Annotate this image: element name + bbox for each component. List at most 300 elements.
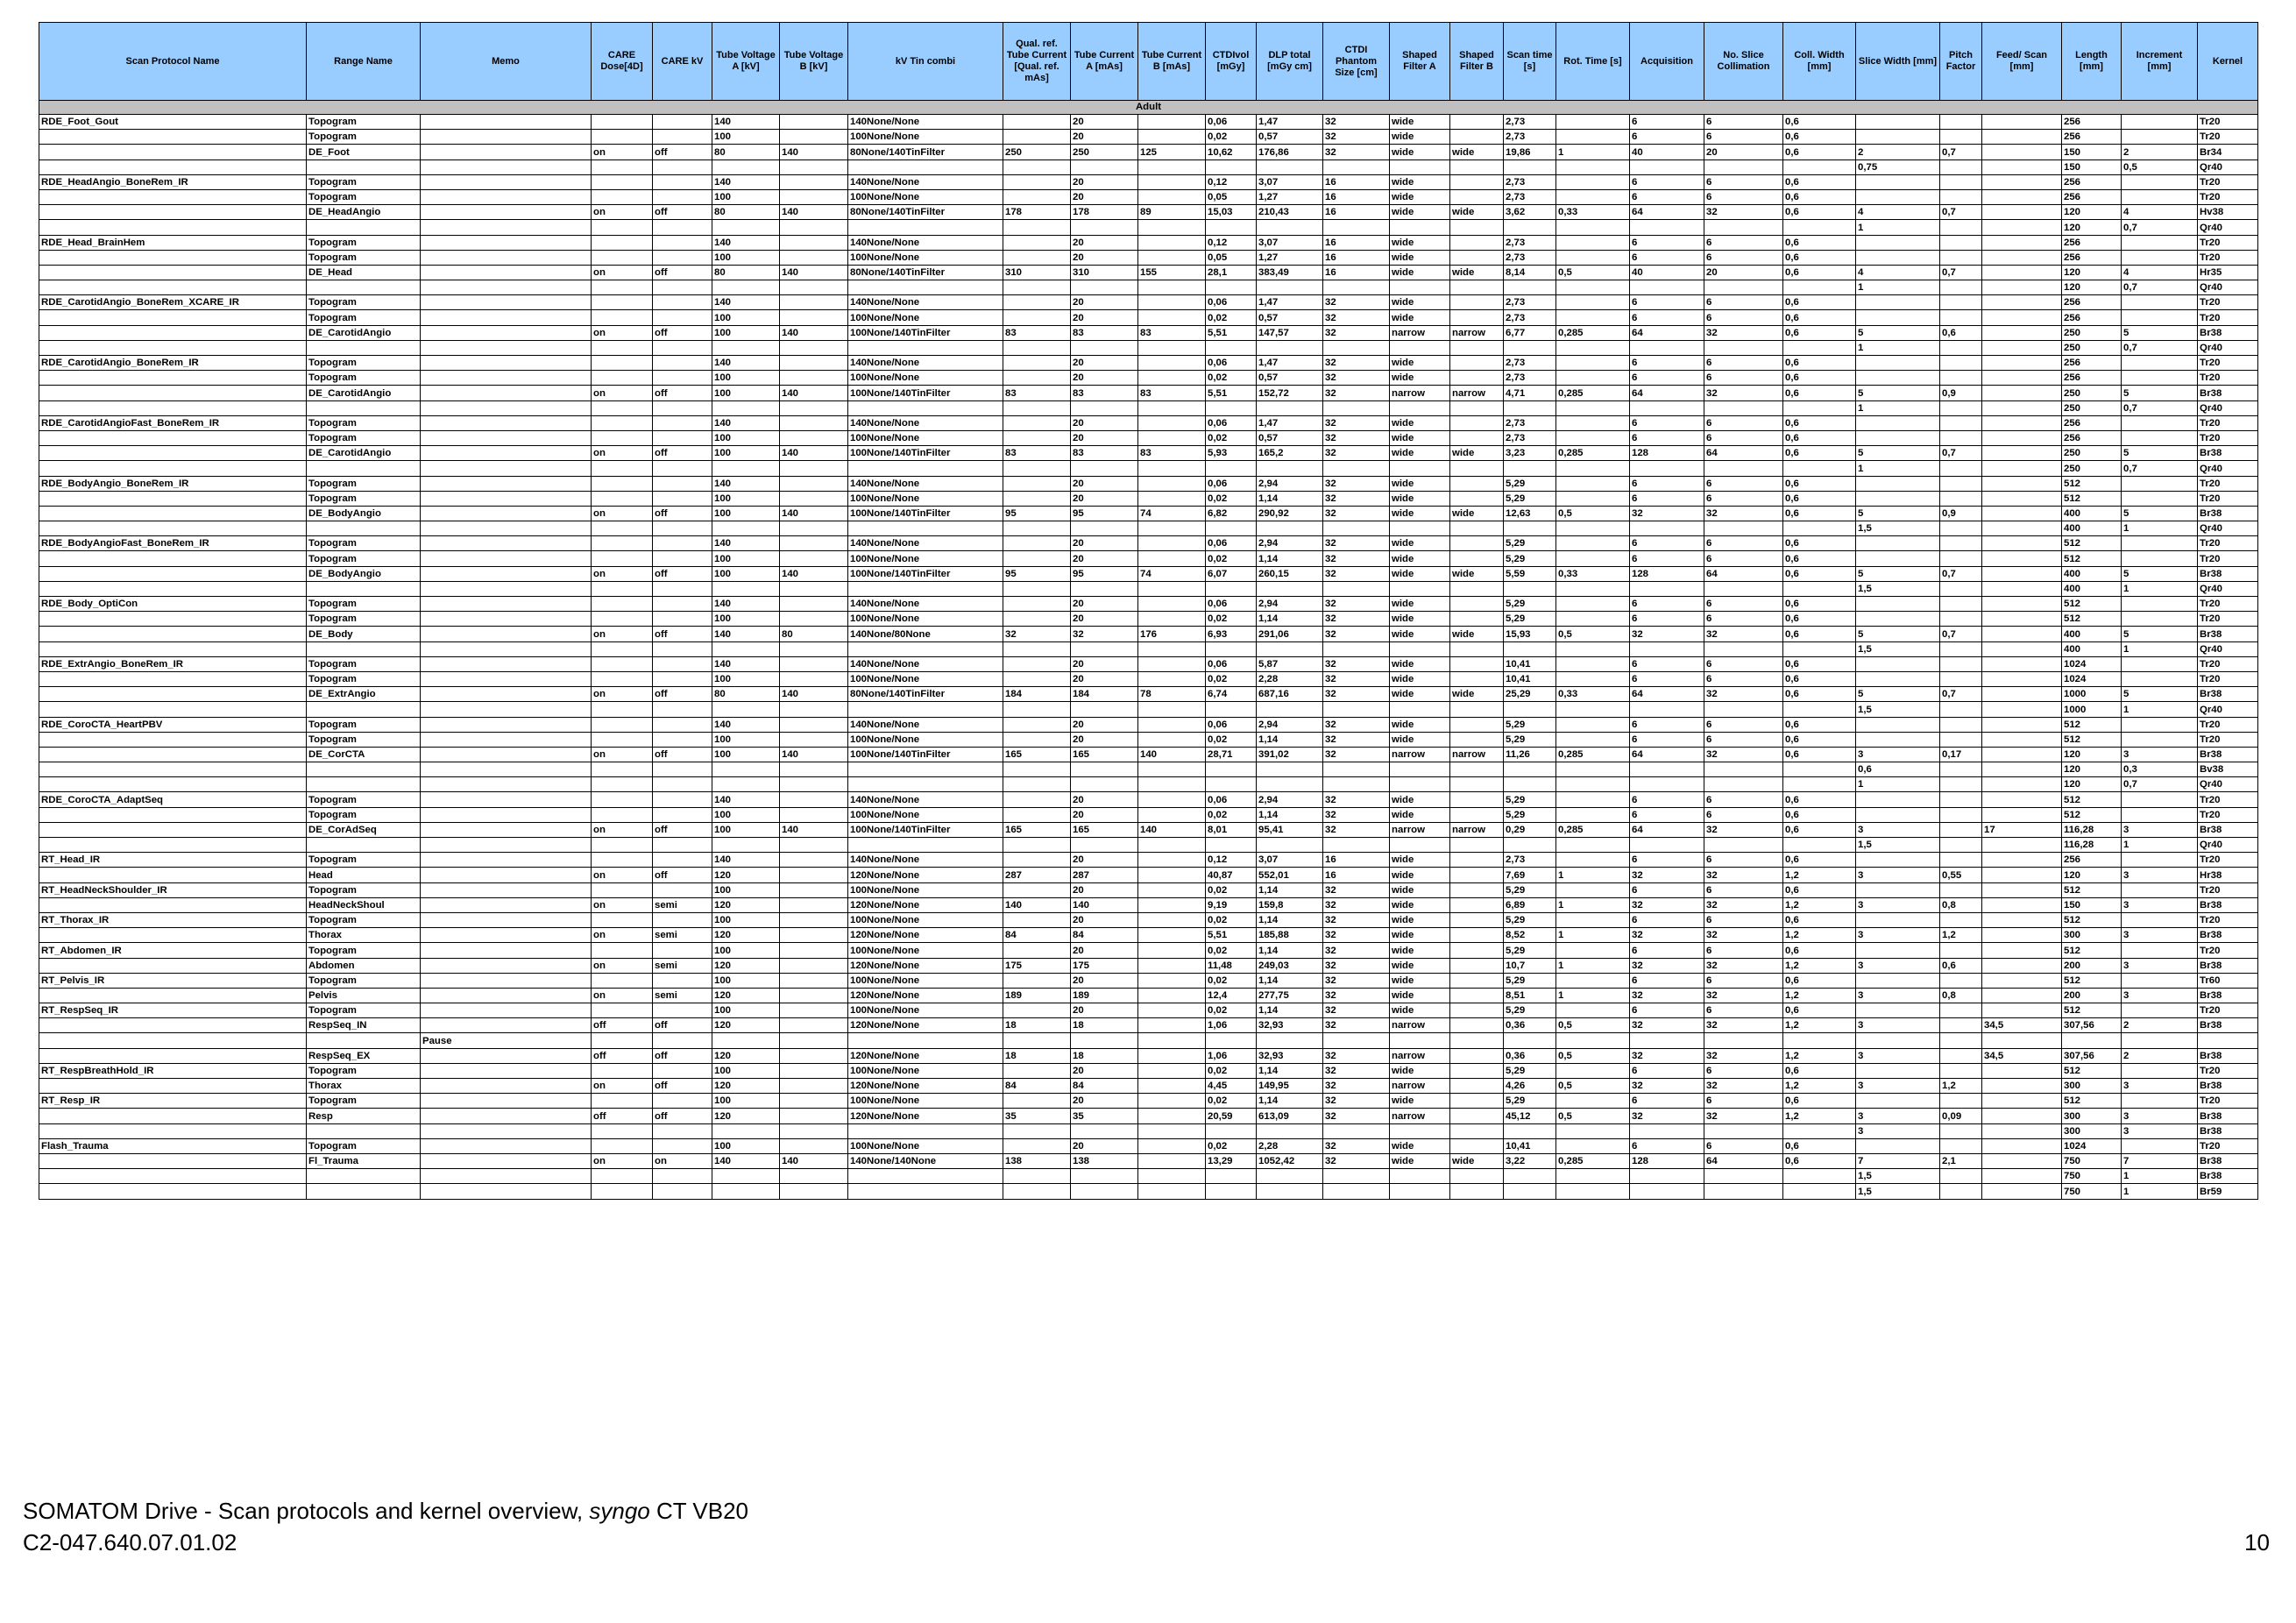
cell-shaped-filter-b: wide	[1450, 205, 1504, 220]
table-row	[39, 189, 2258, 204]
cell-care-kv: off	[653, 747, 712, 762]
cell-tube-voltage-a: 140	[712, 853, 780, 868]
table-row	[39, 265, 2258, 280]
table-row	[39, 1094, 2258, 1109]
cell-acquisition	[1630, 1169, 1704, 1184]
cell-memo	[421, 777, 592, 792]
cell-ctdivol: 0,06	[1206, 717, 1257, 732]
cell-shaped-filter-a	[1390, 340, 1450, 355]
cell-acquisition: 6	[1630, 882, 1704, 897]
cell-shaped-filter-b	[1450, 310, 1504, 325]
cell-scan-protocol-name	[39, 189, 307, 204]
cell-care-dose: on	[592, 566, 653, 581]
table-row	[39, 822, 2258, 837]
cell-dlp-total: 613,09	[1257, 1109, 1323, 1123]
cell-kernel: Tr20	[2198, 1003, 2258, 1018]
cell-care-kv	[653, 597, 712, 612]
cell-slice-width	[1856, 189, 1940, 204]
column-header-feed-scan: Feed/ Scan [mm]	[1982, 23, 2062, 101]
cell-scan-protocol-name: RT_HeadNeckShoulder_IR	[39, 882, 307, 897]
cell-tube-current-b	[1138, 220, 1206, 235]
cell-range-name	[307, 280, 421, 295]
cell-coll-width	[1783, 159, 1856, 174]
cell-scan-time: 11,26	[1504, 747, 1556, 762]
cell-kernel: Br38	[2198, 386, 2258, 400]
cell-ctdivol: 20,59	[1206, 1109, 1257, 1123]
cell-care-dose	[592, 310, 653, 325]
cell-qual-ref-tube-current: 287	[1003, 868, 1071, 882]
cell-tube-current-b	[1138, 340, 1206, 355]
cell-coll-width: 0,6	[1783, 551, 1856, 566]
cell-tube-current-a: 20	[1071, 310, 1138, 325]
cell-shaped-filter-b	[1450, 656, 1504, 671]
cell-scan-protocol-name: RDE_CoroCTA_HeartPBV	[39, 717, 307, 732]
cell-increment: 1	[2122, 838, 2198, 853]
cell-acquisition	[1630, 702, 1704, 717]
cell-coll-width: 0,6	[1783, 295, 1856, 310]
table-row	[39, 521, 2258, 536]
cell-increment: 3	[2122, 1123, 2198, 1138]
cell-range-name	[307, 1184, 421, 1199]
cell-range-name: Topogram	[307, 174, 421, 189]
cell-tube-voltage-b	[780, 280, 848, 295]
cell-kv-tin-combi: 100None/140TinFilter	[848, 506, 1003, 521]
table-row	[39, 506, 2258, 521]
cell-rot-time	[1556, 310, 1630, 325]
cell-ctdi-phantom-size: 32	[1323, 1138, 1390, 1153]
cell-slice-width	[1856, 943, 1940, 958]
cell-kv-tin-combi: 140None/None	[848, 235, 1003, 250]
cell-ctdi-phantom-size: 32	[1323, 612, 1390, 627]
cell-length: 512	[2062, 732, 2122, 747]
cell-qual-ref-tube-current	[1003, 762, 1071, 777]
cell-tube-current-a: 178	[1071, 205, 1138, 220]
cell-care-kv	[653, 174, 712, 189]
cell-scan-protocol-name: RDE_Foot_Gout	[39, 115, 307, 130]
cell-kv-tin-combi: 140None/None	[848, 536, 1003, 551]
cell-scan-protocol-name: RDE_CarotidAngioFast_BoneRem_IR	[39, 415, 307, 430]
cell-tube-current-a: 20	[1071, 476, 1138, 491]
cell-shaped-filter-b	[1450, 777, 1504, 792]
cell-feed-scan	[1982, 1123, 2062, 1138]
cell-tube-current-b: 78	[1138, 687, 1206, 702]
cell-shaped-filter-b	[1450, 973, 1504, 988]
cell-slice-width	[1856, 491, 1940, 506]
cell-shaped-filter-b	[1450, 1033, 1504, 1048]
cell-kv-tin-combi: 100None/140TinFilter	[848, 566, 1003, 581]
cell-scan-protocol-name: RT_RespSeq_IR	[39, 1003, 307, 1018]
cell-tube-current-a: 287	[1071, 868, 1138, 882]
cell-memo	[421, 1063, 592, 1078]
cell-kv-tin-combi: 120None/None	[848, 1018, 1003, 1033]
cell-scan-protocol-name	[39, 822, 307, 837]
cell-ctdi-phantom-size: 32	[1323, 943, 1390, 958]
cell-kv-tin-combi: 120None/None	[848, 988, 1003, 1003]
cell-shaped-filter-b	[1450, 461, 1504, 476]
cell-care-kv	[653, 115, 712, 130]
cell-tube-voltage-b: 80	[780, 627, 848, 641]
cell-feed-scan	[1982, 1094, 2062, 1109]
cell-ctdivol: 0,12	[1206, 235, 1257, 250]
cell-ctdi-phantom-size: 32	[1323, 717, 1390, 732]
cell-length: 750	[2062, 1184, 2122, 1199]
cell-length: 256	[2062, 189, 2122, 204]
cell-tube-current-b	[1138, 1169, 1206, 1184]
cell-scan-time: 5,29	[1504, 912, 1556, 927]
cell-range-name: Topogram	[307, 130, 421, 145]
cell-shaped-filter-a: wide	[1390, 882, 1450, 897]
cell-range-name: Topogram	[307, 1063, 421, 1078]
cell-length: 300	[2062, 1123, 2122, 1138]
table-row	[39, 882, 2258, 897]
cell-acquisition: 6	[1630, 295, 1704, 310]
cell-tube-current-a: 95	[1071, 506, 1138, 521]
cell-ctdivol	[1206, 641, 1257, 656]
cell-tube-current-a: 184	[1071, 687, 1138, 702]
cell-care-dose	[592, 943, 653, 958]
cell-tube-current-b	[1138, 130, 1206, 145]
cell-qual-ref-tube-current	[1003, 641, 1071, 656]
cell-kernel: Br38	[2198, 747, 2258, 762]
cell-coll-width: 1,2	[1783, 988, 1856, 1003]
cell-dlp-total: 176,86	[1257, 145, 1323, 159]
cell-kv-tin-combi: 140None/None	[848, 415, 1003, 430]
cell-no-slice-collimation: 6	[1704, 853, 1783, 868]
cell-feed-scan	[1982, 1169, 2062, 1184]
cell-shaped-filter-a: wide	[1390, 476, 1450, 491]
cell-memo	[421, 641, 592, 656]
cell-length: 200	[2062, 988, 2122, 1003]
cell-shaped-filter-a: wide	[1390, 205, 1450, 220]
cell-tube-voltage-b	[780, 1079, 848, 1094]
cell-tube-current-a: 83	[1071, 446, 1138, 461]
cell-acquisition: 6	[1630, 371, 1704, 386]
cell-scan-time: 5,29	[1504, 807, 1556, 822]
cell-increment: 0,7	[2122, 777, 2198, 792]
cell-length: 120	[2062, 747, 2122, 762]
cell-slice-width	[1856, 115, 1940, 130]
cell-feed-scan	[1982, 430, 2062, 445]
cell-scan-time: 0,36	[1504, 1018, 1556, 1033]
cell-scan-time	[1504, 1033, 1556, 1048]
cell-no-slice-collimation: 32	[1704, 1018, 1783, 1033]
cell-care-kv	[653, 310, 712, 325]
cell-qual-ref-tube-current: 140	[1003, 897, 1071, 912]
cell-slice-width: 7	[1856, 1153, 1940, 1168]
column-header-dlp-total: DLP total [mGy cm]	[1257, 23, 1323, 101]
cell-ctdivol	[1206, 340, 1257, 355]
cell-range-name: Pelvis	[307, 988, 421, 1003]
cell-care-dose	[592, 159, 653, 174]
cell-kernel: Hr35	[2198, 265, 2258, 280]
cell-slice-width	[1856, 656, 1940, 671]
cell-acquisition: 128	[1630, 446, 1704, 461]
cell-pitch-factor	[1940, 581, 1982, 596]
table-row	[39, 597, 2258, 612]
cell-qual-ref-tube-current	[1003, 280, 1071, 295]
cell-scan-protocol-name	[39, 1169, 307, 1184]
cell-tube-voltage-b	[780, 235, 848, 250]
cell-dlp-total: 3,07	[1257, 174, 1323, 189]
cell-ctdi-phantom-size	[1323, 702, 1390, 717]
cell-tube-voltage-a: 80	[712, 205, 780, 220]
cell-care-dose	[592, 807, 653, 822]
cell-scan-protocol-name: RT_Abdomen_IR	[39, 943, 307, 958]
cell-slice-width	[1856, 356, 1940, 371]
cell-feed-scan	[1982, 1033, 2062, 1048]
cell-rot-time: 1	[1556, 897, 1630, 912]
cell-length: 256	[2062, 130, 2122, 145]
cell-ctdivol: 0,02	[1206, 130, 1257, 145]
cell-kernel: Qr40	[2198, 159, 2258, 174]
cell-rot-time: 1	[1556, 868, 1630, 882]
cell-rot-time: 0,5	[1556, 1079, 1630, 1094]
cell-no-slice-collimation	[1704, 762, 1783, 777]
cell-range-name: Topogram	[307, 1138, 421, 1153]
cell-ctdivol: 0,02	[1206, 310, 1257, 325]
cell-care-dose	[592, 1063, 653, 1078]
cell-slice-width: 5	[1856, 687, 1940, 702]
cell-no-slice-collimation: 20	[1704, 145, 1783, 159]
cell-tube-current-b	[1138, 897, 1206, 912]
cell-kv-tin-combi: 100None/None	[848, 371, 1003, 386]
cell-shaped-filter-b	[1450, 371, 1504, 386]
cell-dlp-total: 1052,42	[1257, 1153, 1323, 1168]
cell-care-dose	[592, 1003, 653, 1018]
cell-kv-tin-combi: 140None/None	[848, 597, 1003, 612]
cell-dlp-total	[1257, 581, 1323, 596]
cell-shaped-filter-a: wide	[1390, 310, 1450, 325]
cell-scan-time	[1504, 340, 1556, 355]
cell-rot-time	[1556, 250, 1630, 265]
cell-kernel: Qr40	[2198, 400, 2258, 415]
cell-tube-current-a	[1071, 1033, 1138, 1048]
cell-scan-protocol-name	[39, 371, 307, 386]
cell-pitch-factor	[1940, 762, 1982, 777]
cell-increment	[2122, 912, 2198, 927]
cell-coll-width: 0,6	[1783, 1003, 1856, 1018]
cell-pitch-factor	[1940, 1138, 1982, 1153]
cell-feed-scan	[1982, 446, 2062, 461]
cell-kv-tin-combi: 100None/None	[848, 973, 1003, 988]
cell-acquisition: 64	[1630, 687, 1704, 702]
cell-pitch-factor: 1,2	[1940, 1079, 1982, 1094]
cell-coll-width: 0,6	[1783, 265, 1856, 280]
cell-kv-tin-combi: 100None/None	[848, 1063, 1003, 1078]
cell-acquisition: 6	[1630, 476, 1704, 491]
cell-tube-current-b	[1138, 1003, 1206, 1018]
cell-care-dose: on	[592, 958, 653, 973]
cell-memo	[421, 717, 592, 732]
cell-shaped-filter-b	[1450, 521, 1504, 536]
cell-scan-protocol-name: RDE_Head_BrainHem	[39, 235, 307, 250]
cell-tube-voltage-a: 140	[712, 536, 780, 551]
cell-memo	[421, 415, 592, 430]
cell-scan-protocol-name	[39, 641, 307, 656]
cell-tube-voltage-b	[780, 882, 848, 897]
cell-kernel: Tr20	[2198, 943, 2258, 958]
cell-dlp-total: 185,88	[1257, 928, 1323, 943]
cell-feed-scan	[1982, 702, 2062, 717]
table-row	[39, 174, 2258, 189]
cell-length: 120	[2062, 868, 2122, 882]
cell-memo	[421, 551, 592, 566]
cell-qual-ref-tube-current	[1003, 807, 1071, 822]
cell-tube-current-b	[1138, 415, 1206, 430]
cell-scan-protocol-name	[39, 265, 307, 280]
cell-qual-ref-tube-current	[1003, 1138, 1071, 1153]
document-title	[23, 1497, 748, 1525]
cell-rot-time	[1556, 853, 1630, 868]
cell-rot-time	[1556, 521, 1630, 536]
cell-coll-width: 0,6	[1783, 506, 1856, 521]
cell-tube-current-b	[1138, 1048, 1206, 1063]
cell-increment: 2	[2122, 1048, 2198, 1063]
cell-tube-current-b: 83	[1138, 325, 1206, 340]
cell-scan-protocol-name: RT_RespBreathHold_IR	[39, 1063, 307, 1078]
cell-tube-voltage-a	[712, 762, 780, 777]
cell-ctdi-phantom-size: 32	[1323, 928, 1390, 943]
column-header-scan-protocol-name: Scan Protocol Name	[39, 23, 307, 101]
cell-scan-time: 5,29	[1504, 597, 1556, 612]
cell-ctdi-phantom-size: 32	[1323, 551, 1390, 566]
document-title-suffix: CT VB20	[649, 1498, 749, 1524]
cell-care-dose	[592, 838, 653, 853]
cell-feed-scan	[1982, 641, 2062, 656]
cell-tube-voltage-a	[712, 838, 780, 853]
cell-kernel: Qr40	[2198, 461, 2258, 476]
cell-scan-protocol-name: RDE_HeadAngio_BoneRem_IR	[39, 174, 307, 189]
cell-acquisition: 64	[1630, 205, 1704, 220]
cell-rot-time: 1	[1556, 988, 1630, 1003]
cell-tube-current-a: 20	[1071, 882, 1138, 897]
cell-care-dose	[592, 853, 653, 868]
cell-no-slice-collimation: 6	[1704, 732, 1783, 747]
cell-care-kv	[653, 1138, 712, 1153]
cell-care-kv	[653, 807, 712, 822]
cell-care-dose	[592, 521, 653, 536]
cell-no-slice-collimation	[1704, 340, 1783, 355]
cell-tube-current-a: 20	[1071, 430, 1138, 445]
cell-acquisition	[1630, 1123, 1704, 1138]
cell-care-kv	[653, 340, 712, 355]
column-header-tube-current-b: Tube Current B [mAs]	[1138, 23, 1206, 101]
cell-rot-time	[1556, 356, 1630, 371]
cell-acquisition: 6	[1630, 1063, 1704, 1078]
cell-kv-tin-combi: 80None/140TinFilter	[848, 687, 1003, 702]
column-header-rot-time: Rot. Time [s]	[1556, 23, 1630, 101]
cell-care-kv: off	[653, 687, 712, 702]
cell-no-slice-collimation: 6	[1704, 115, 1783, 130]
cell-ctdivol: 0,05	[1206, 250, 1257, 265]
cell-care-kv	[653, 371, 712, 386]
cell-tube-voltage-b	[780, 371, 848, 386]
cell-care-dose	[592, 115, 653, 130]
table-row	[39, 897, 2258, 912]
cell-tube-voltage-a: 100	[712, 973, 780, 988]
cell-tube-current-a: 20	[1071, 912, 1138, 927]
cell-coll-width	[1783, 280, 1856, 295]
cell-tube-voltage-b	[780, 1169, 848, 1184]
cell-no-slice-collimation: 6	[1704, 430, 1783, 445]
cell-memo	[421, 250, 592, 265]
cell-ctdi-phantom-size: 16	[1323, 250, 1390, 265]
cell-length: 1000	[2062, 702, 2122, 717]
cell-ctdivol: 9,19	[1206, 897, 1257, 912]
cell-acquisition: 64	[1630, 325, 1704, 340]
cell-length: 400	[2062, 581, 2122, 596]
cell-coll-width: 0,6	[1783, 430, 1856, 445]
cell-shaped-filter-b	[1450, 612, 1504, 627]
cell-increment	[2122, 415, 2198, 430]
cell-scan-time	[1504, 461, 1556, 476]
cell-care-kv	[653, 280, 712, 295]
cell-shaped-filter-a: narrow	[1390, 1079, 1450, 1094]
cell-care-dose	[592, 671, 653, 686]
column-header-tube-current-a: Tube Current A [mAs]	[1071, 23, 1138, 101]
cell-slice-width: 3	[1856, 868, 1940, 882]
cell-ctdi-phantom-size: 32	[1323, 325, 1390, 340]
cell-scan-time: 0,29	[1504, 822, 1556, 837]
cell-pitch-factor	[1940, 356, 1982, 371]
cell-kv-tin-combi: 100None/None	[848, 250, 1003, 265]
cell-range-name: Topogram	[307, 597, 421, 612]
cell-care-dose: on	[592, 265, 653, 280]
cell-shaped-filter-b	[1450, 928, 1504, 943]
cell-tube-current-a: 138	[1071, 1153, 1138, 1168]
cell-increment	[2122, 476, 2198, 491]
cell-coll-width: 0,6	[1783, 912, 1856, 927]
cell-care-kv	[653, 1003, 712, 1018]
cell-tube-voltage-b: 140	[780, 386, 848, 400]
cell-scan-time	[1504, 581, 1556, 596]
column-header-shaped-filter-a: Shaped Filter A	[1390, 23, 1450, 101]
cell-tube-voltage-a: 100	[712, 250, 780, 265]
column-header-slice-width: Slice Width [mm]	[1856, 23, 1940, 101]
cell-kernel: Hv38	[2198, 205, 2258, 220]
cell-kv-tin-combi: 100None/None	[848, 732, 1003, 747]
cell-range-name: DE_Body	[307, 627, 421, 641]
cell-slice-width	[1856, 310, 1940, 325]
cell-scan-time: 5,29	[1504, 882, 1556, 897]
cell-shaped-filter-b	[1450, 280, 1504, 295]
cell-qual-ref-tube-current: 84	[1003, 928, 1071, 943]
cell-kernel: Tr20	[2198, 491, 2258, 506]
cell-rot-time	[1556, 973, 1630, 988]
cell-shaped-filter-a: wide	[1390, 1094, 1450, 1109]
cell-pitch-factor	[1940, 1048, 1982, 1063]
cell-feed-scan	[1982, 340, 2062, 355]
cell-tube-voltage-b	[780, 551, 848, 566]
cell-kernel: Br38	[2198, 1079, 2258, 1094]
cell-memo	[421, 446, 592, 461]
cell-feed-scan	[1982, 415, 2062, 430]
cell-kernel: Tr20	[2198, 356, 2258, 371]
cell-range-name	[307, 340, 421, 355]
column-header-qual-ref-tube-current: Qual. ref. Tube Current [Qual. ref. mAs]	[1003, 23, 1071, 101]
cell-scan-time	[1504, 220, 1556, 235]
cell-pitch-factor	[1940, 807, 1982, 822]
cell-shaped-filter-a: narrow	[1390, 747, 1450, 762]
cell-kernel: Tr60	[2198, 973, 2258, 988]
cell-coll-width: 1,2	[1783, 1109, 1856, 1123]
cell-length: 512	[2062, 973, 2122, 988]
table-row	[39, 777, 2258, 792]
cell-qual-ref-tube-current	[1003, 400, 1071, 415]
cell-tube-voltage-a: 100	[712, 822, 780, 837]
cell-range-name: DE_CarotidAngio	[307, 446, 421, 461]
cell-ctdi-phantom-size	[1323, 762, 1390, 777]
